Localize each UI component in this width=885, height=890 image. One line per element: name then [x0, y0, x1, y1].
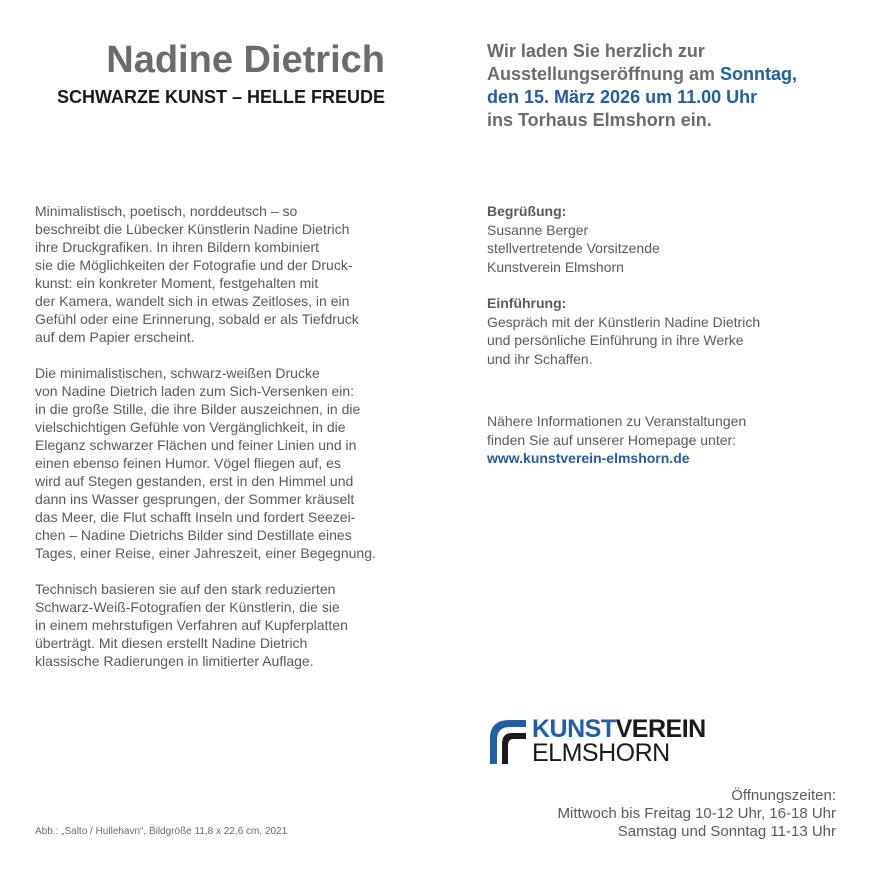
hours-weekdays: Mittwoch bis Freitag 10-12 Uhr, 16-18 Uhr: [557, 805, 836, 822]
text-line: chen – Nadine Dietrichs Bilder sind Destillate eines: [35, 527, 352, 543]
text-line: von Nadine Dietrich laden zum Sich-Versenken ein:: [35, 383, 355, 399]
text-line: beschreibt die Lübecker Künstlerin Nadine Dietrich: [35, 221, 350, 237]
welcome-label: Begrüßung:: [487, 203, 567, 219]
hours-title: Öffnungszeiten:: [731, 787, 836, 804]
text-line: finden Sie auf unserer Homepage unter:: [487, 431, 737, 448]
invitation-line-2: Ausstellungseröffnung am: [487, 64, 721, 84]
text-line: Eleganz schwarzer Flächen und feiner Linien und in: [35, 437, 357, 453]
text-line: vielschichtigen Gefühle von Vergänglichkeit, in die: [35, 419, 346, 435]
text-line: das Meer, die Flut schafft Inseln und fordert Seezei-: [35, 509, 356, 525]
intro-label: Einführung:: [487, 295, 567, 311]
text-line: Technisch basieren sie auf den stark reduzierten: [35, 581, 336, 597]
invitation-date-time: den 15. März 2026 um 11.00 Uhr: [487, 87, 758, 107]
exhibition-title: SCHWARZE KUNST – HELLE FREUDE: [56, 87, 385, 107]
text-line: in die große Stille, die ihre Bilder auszeichnen, in die: [35, 401, 361, 417]
image-caption: Abb.: „Salto / Hullehavn“, Bildgröße 11,8 x 22,6 cm, 2021: [35, 826, 288, 837]
info-block: [487, 412, 847, 468]
text-line: sie die Möglichkeiten der Fotografie und der Druck-: [35, 257, 353, 273]
text-line: stellvertretende Vorsitzende: [487, 240, 660, 256]
logo-verein: VEREIN: [615, 715, 706, 743]
kunstverein-logo: [488, 716, 718, 766]
text-line: Schwarz-Weiß-Fotografien der Künstlerin, die sie: [35, 599, 340, 615]
program: [487, 202, 847, 486]
text-line: Die minimalistischen, schwarz-weißen Drucke: [35, 365, 320, 381]
text-line: einen ebenso feinen Humor. Vögel fliegen auf, es: [35, 455, 341, 471]
kunstverein-arch-icon: [488, 718, 526, 764]
text-line: Susanne Berger: [487, 221, 589, 238]
homepage-link[interactable]: www.kunstverein-elmshorn.de: [487, 450, 690, 466]
text-line: ihre Druckgrafiken. In ihren Bildern kombiniert: [35, 239, 320, 255]
text-line: Tages, einer Reise, einer Jahreszeit, einer Begegnung.: [35, 545, 376, 561]
invitation-location: ins Torhaus Elmshorn ein.: [487, 110, 712, 130]
text-line: klassische Radierungen in limitierter Auflage.: [35, 653, 314, 669]
text-line: Gespräch mit der Künstlerin Nadine Dietrich: [487, 313, 761, 330]
invitation-text: [487, 40, 867, 132]
description-paragraph: [35, 364, 415, 562]
description-paragraph: [35, 202, 415, 346]
invitation-line-1: Wir laden Sie herzlich zur: [487, 41, 705, 61]
logo-kunst: KUNST: [532, 715, 616, 743]
text-line: Nähere Informationen zu Veranstaltungen: [487, 413, 747, 429]
text-line: Minimalistisch, poetisch, norddeutsch – so: [35, 203, 298, 219]
invitation-day: Sonntag,: [720, 64, 798, 84]
welcome-block: [487, 202, 847, 276]
text-line: wird auf Stegen gestanden, erst in den Himmel und: [35, 473, 354, 489]
text-line: auf dem Papier erscheint.: [35, 329, 195, 345]
artist-name: Nadine Dietrich: [106, 39, 385, 81]
logo-elmshorn: ELMSHORN: [532, 739, 670, 767]
text-line: der Kamera, wandelt sich in etwas Zeitloses, in ein: [35, 293, 350, 309]
text-line: und persönliche Einführung in ihre Werke: [487, 332, 744, 348]
hours-weekend: Samstag und Sonntag 11-13 Uhr: [617, 823, 836, 840]
intro-block: [487, 294, 847, 368]
text-line: kunst: ein konkreter Moment, festgehalten mit: [35, 275, 319, 291]
text-line: und ihr Schaffen.: [487, 350, 593, 367]
text-line: dann ins Wasser gesprungen, der Sommer kräuselt: [35, 491, 355, 507]
text-line: Gefühl oder eine Erinnerung, sobald er als Tiefdruck: [35, 311, 359, 327]
text-line: überträgt. Mit diesen erstellt Nadine Dietrich: [35, 635, 308, 651]
opening-hours: [558, 787, 836, 841]
text-line: Kunstverein Elmshorn: [487, 258, 624, 275]
description: [35, 202, 415, 688]
description-paragraph: [35, 580, 415, 670]
text-line: in einem mehrstufigen Verfahren auf Kupferplatten: [35, 617, 348, 633]
